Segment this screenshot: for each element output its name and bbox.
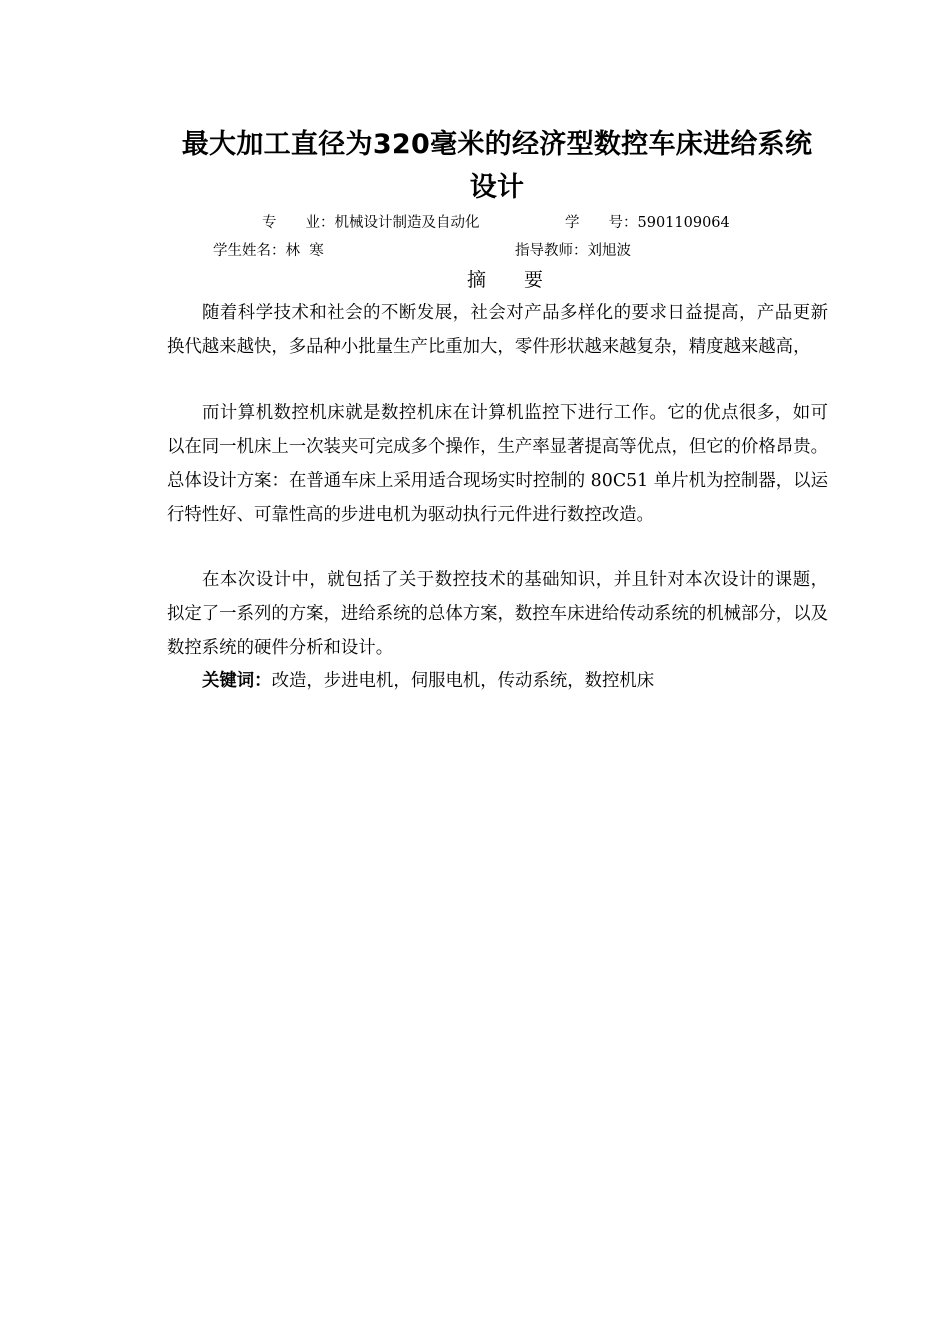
student-id-label: 学 号： [565,215,638,231]
keywords-line [167,664,828,698]
abstract-paragraph-2: 而计算机数控机床就是数控机床在计算机监控下进行工作。它的优点很多，如可以在同一机床上一次装夹可完成多个操作，生产率显著提高等优点，但它的价格昂贵。总体设计方案：在普通车床上采用适合现场实时控制的 80C51 单片机为控制器，以运行特性好、可靠性高的步进电机为驱动执行元件进行数控改造。 [167,403,828,525]
major-value: 机械设计制造及自动化 [334,215,480,231]
keywords-label: 关键词： [202,671,272,691]
student-id-value: 5901109064 [637,215,730,231]
major-field [262,212,480,234]
abstract-paragraph-3: 在本次设计中，就包括了关于数控技术的基础知识，并且针对本次设计的课题，拟定了一系列的方案，进给系统的总体方案，数控车床进给传动系统的机械部分，以及数控系统的硬件分析和设计。 [167,570,828,658]
major-label: 专 业： [262,215,335,231]
student-id-field [565,212,730,234]
advisor-field [515,240,631,262]
student-name-field [213,240,324,262]
student-name-value: 林 寒 [285,243,324,259]
document-title-line-2: 设计 [469,172,525,203]
keywords-value: 改造，步进电机，伺服电机，传动系统，数控机床 [271,671,655,691]
abstract-paragraph-1: 随着科学技术和社会的不断发展，社会对产品多样化的要求日益提高，产品更新换代越来越快，多品种小批量生产比重加大，零件形状越来越复杂，精度越来越高， [167,303,828,357]
abstract-heading: 摘 要 [466,269,543,291]
advisor-value: 刘旭波 [587,243,631,259]
document-title-line-1: 最大加工直径为320毫米的经济型数控车床进给系统 [181,129,813,160]
advisor-label: 指导教师： [515,243,588,259]
student-name-label: 学生姓名： [213,243,286,259]
